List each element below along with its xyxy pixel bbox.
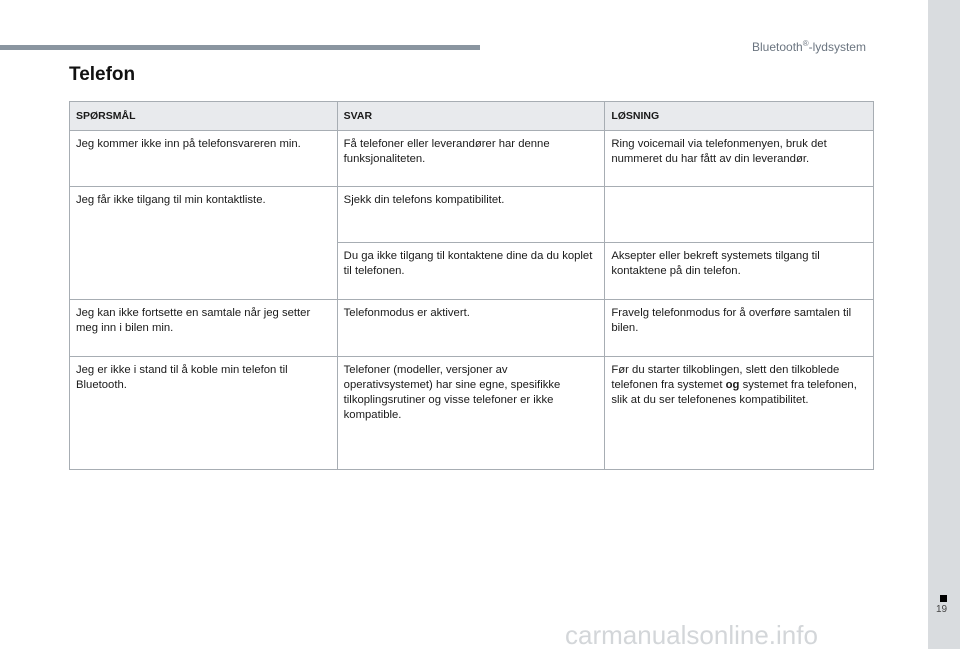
table-row <box>70 357 874 470</box>
column-header-solution: LØSNING <box>605 102 874 131</box>
watermark: carmanualsonline.info <box>565 620 818 650</box>
page-marker-square <box>940 595 947 602</box>
answer-cell: Du ga ikke tilgang til kontaktene dine da du koplet til telefonen. <box>337 243 605 300</box>
answer-cell: Sjekk din telefons kompatibilitet. <box>337 187 605 243</box>
solution-cell: Ring voicemail via telefonmenyen, bruk det nummeret du har fått av din leverandør. <box>605 131 874 187</box>
answer-cell: Telefoner (modeller, versjoner av operativsystemet) har sine egne, spesifikke tilkoplingsrutiner og visse telefoner er ikke kompatible. <box>337 357 605 470</box>
solution-text-part2: systemet fra telefonen, slik at du ser telefonenes kompatibilitet. <box>611 379 857 406</box>
solution-cell: Aksepter eller bekreft systemets tilgang til kontaktene på din telefon. <box>605 243 874 300</box>
header-accent-bar <box>0 45 480 50</box>
solution-text-part1: Før du starter tilkoblingen, slett den tilkoblede telefonen fra systemet <box>611 364 840 391</box>
column-header-question: SPØRSMÅL <box>70 102 338 131</box>
solution-cell <box>605 187 874 243</box>
side-margin-strip <box>928 0 960 649</box>
question-cell: Jeg er ikke i stand til å koble min telefon til Bluetooth. <box>70 357 338 470</box>
section-header <box>752 39 866 54</box>
page-title: Telefon <box>69 64 136 85</box>
question-cell: Jeg får ikke tilgang til min kontaktliste. <box>70 187 338 300</box>
page-number: 19 <box>936 604 948 615</box>
registered-mark: ® <box>802 39 809 48</box>
table-header-row <box>70 102 874 131</box>
solution-cell: Fravelg telefonmodus for å overføre samtalen til bilen. <box>605 300 874 357</box>
question-cell: Jeg kan ikke fortsette en samtale når jeg setter meg inn i bilen min. <box>70 300 338 357</box>
answer-cell: Få telefoner eller leverandører har denne funksjonaliteten. <box>337 131 605 187</box>
answer-cell: Telefonmodus er aktivert. <box>337 300 605 357</box>
section-header-prefix: Bluetooth <box>752 40 803 54</box>
solution-cell <box>605 357 874 470</box>
faq-table <box>69 101 874 470</box>
solution-text-bold: og <box>725 379 740 391</box>
table-row <box>70 300 874 357</box>
table-row <box>70 131 874 187</box>
column-header-answer: SVAR <box>337 102 605 131</box>
question-cell: Jeg kommer ikke inn på telefonsvareren min. <box>70 131 338 187</box>
section-header-suffix: -lydsystem <box>808 40 866 54</box>
table-row <box>70 187 874 243</box>
